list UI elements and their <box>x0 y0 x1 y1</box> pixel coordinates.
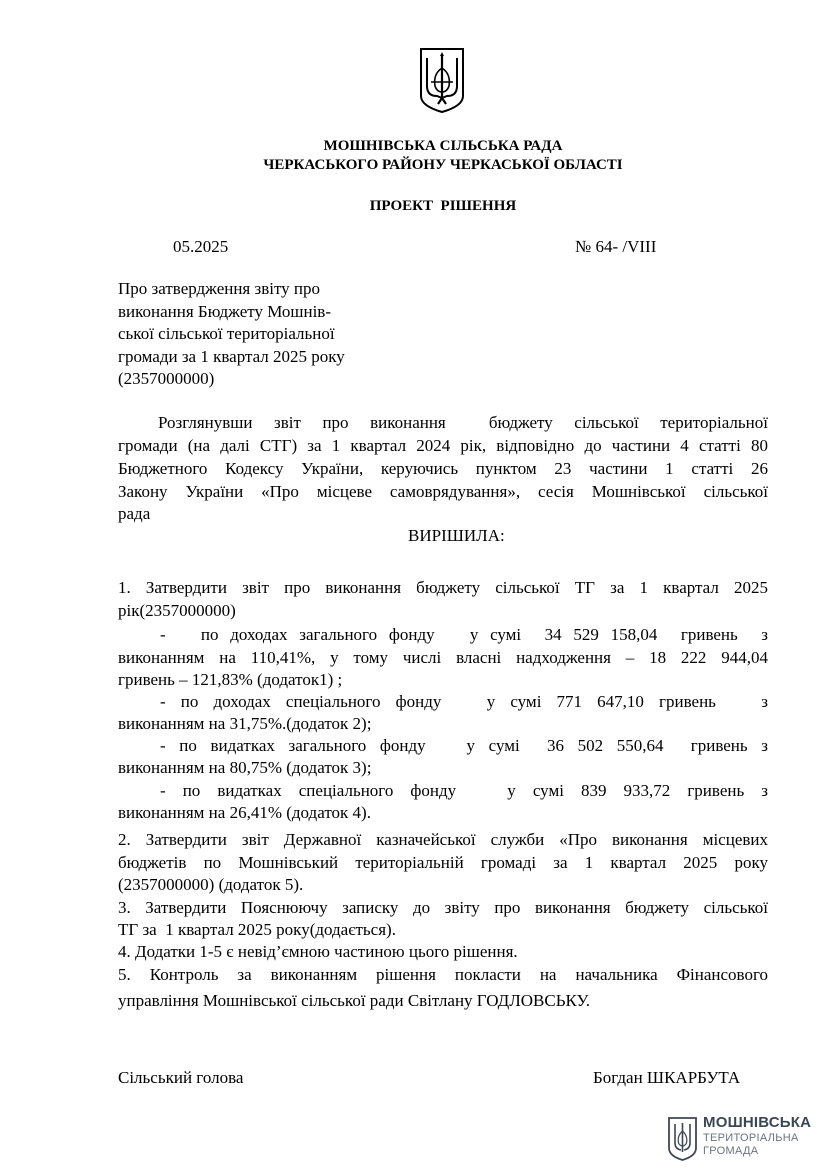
org-name-line1: МОШНІВСЬКА СІЛЬСЬКА РАДА <box>323 138 563 154</box>
item-1a: виконанням на 110,41%, у тому числі власні надходження – 18 222 944,04 <box>118 648 768 667</box>
logo-subtitle: ГРОМАДА <box>703 1145 759 1157</box>
subject-line: виконання Бюджету Мошнів- <box>118 302 331 321</box>
item-2: (2357000000) (додаток 5). <box>118 875 304 894</box>
item-5: управління Мошнівської сільської ради Світлану ГОДЛОВСЬКУ. <box>118 991 590 1010</box>
subject-line: (2357000000) <box>118 369 215 388</box>
logo-subtitle: ТЕРИТОРІАЛЬНА <box>703 1132 799 1144</box>
subject-line: Про затвердження звіту про <box>118 279 321 298</box>
item-3: 3. Затвердити Пояснюючу записку до звіту про виконання бюджету сільської <box>118 898 768 917</box>
item-5: 5. Контроль за виконанням рішення покласти на начальника Фінансового <box>118 965 768 984</box>
item-1d: виконанням на 26,41% (додаток 4). <box>118 803 371 822</box>
org-name-line2: ЧЕРКАСЬКОГО РАЙОНУ ЧЕРКАСЬКОЇ ОБЛАСТІ <box>263 157 623 173</box>
preamble-line: Розглянувши звіт про виконання бюджету сільської територіальної <box>158 413 768 432</box>
decided-heading: ВИРІШИЛА: <box>408 526 505 545</box>
item-1: рік(2357000000) <box>118 601 236 620</box>
preamble-line: Закону України «Про місцеве самоврядування», сесія Мошнівської сільської <box>118 482 768 501</box>
trident-icon <box>417 46 467 114</box>
subject-line: ської сільської територіальної <box>118 324 335 343</box>
item-3: ТГ за 1 квартал 2025 року(додається). <box>118 920 396 939</box>
document-number: № 64- /VIII <box>575 237 657 256</box>
item-1: 1. Затвердити звіт про виконання бюджету сільської ТГ за 1 квартал 2025 <box>118 578 768 597</box>
preamble-line: громади (на далі СТГ) за 1 квартал 2024 рік, відповідно до частини 4 статті 80 <box>118 436 768 455</box>
signature-name: Богдан ШКАРБУТА <box>593 1068 741 1087</box>
item-1d: - по видатках спеціального фонду у сумі 839 933,72 гривень з <box>160 781 768 800</box>
item-1b: виконанням на 31,75%.(додаток 2); <box>118 714 372 733</box>
logo-title: МОШНІВСЬКА <box>703 1114 812 1131</box>
item-2: 2. Затвердити звіт Державної казначейської служби «Про виконання місцевих <box>118 830 768 849</box>
signature-title: Сільський голова <box>118 1068 244 1087</box>
item-1b: - по доходах спеціального фонду у сумі 771 647,10 гривень з <box>160 692 768 711</box>
document-type: ПРОЕКТ РІШЕННЯ <box>369 198 517 214</box>
item-2: бюджетів по Мошнівський територіальній громаді за 1 квартал 2025 року <box>118 853 768 872</box>
document-date: 05.2025 <box>173 237 229 256</box>
trident-logo-icon <box>667 1116 698 1162</box>
item-1a: гривень – 121,83% (додаток1) ; <box>118 670 343 689</box>
item-1c: - по видатках загального фонду у сумі 36 502 550,64 гривень з <box>160 736 768 755</box>
item-1c: виконанням на 80,75% (додаток 3); <box>118 758 372 777</box>
preamble-line: рада <box>118 504 151 523</box>
preamble-line: Бюджетного Кодексу України, керуючись пунктом 23 частини 1 статті 26 <box>118 459 768 478</box>
item-4: 4. Додатки 1-5 є невід’ємною частиною цього рішення. <box>118 942 518 961</box>
subject-line: громади за 1 квартал 2025 року <box>118 347 345 366</box>
item-1a: - по доходах загального фонду у сумі 34 529 158,04 гривень з <box>160 625 768 644</box>
